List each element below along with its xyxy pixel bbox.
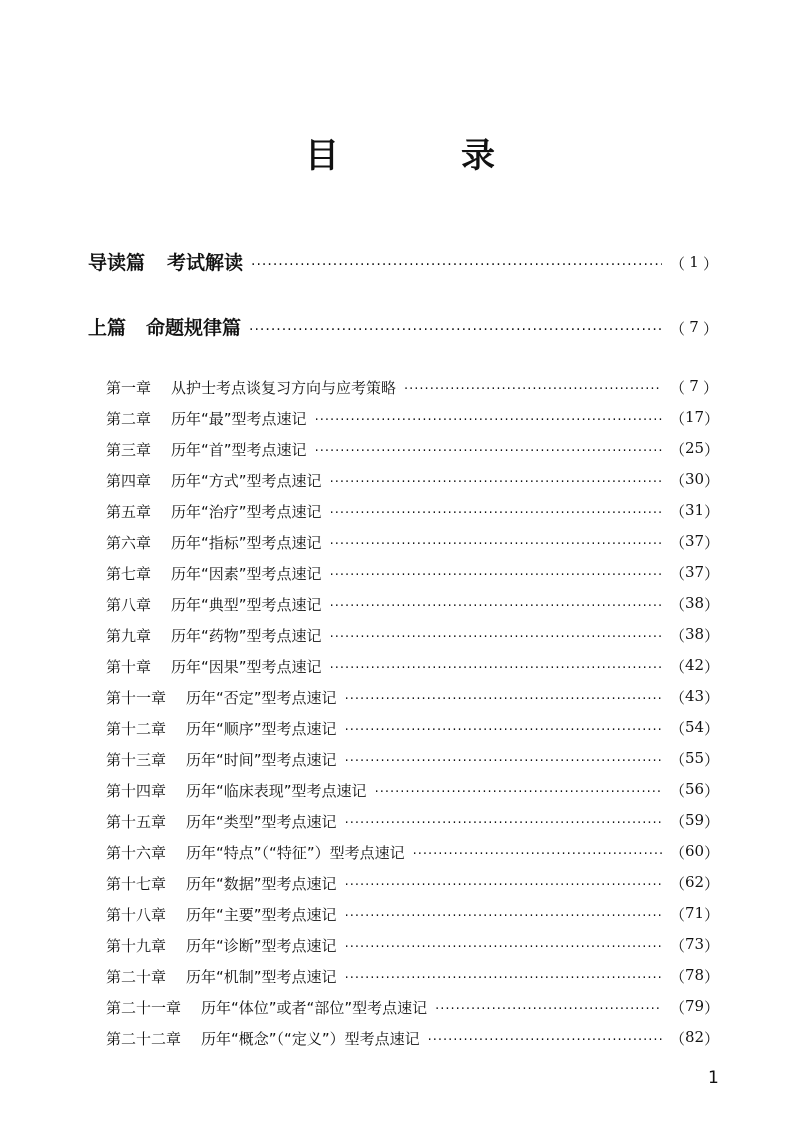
dot-leader <box>345 878 662 893</box>
paren-open: （ <box>670 379 686 397</box>
paren-close: ） <box>702 255 718 273</box>
chapter-number: 第十二章 <box>106 720 167 738</box>
paren-close: ） <box>704 441 720 459</box>
chapter-title: 从护士考点谈复习方向与应考策略 <box>171 379 397 397</box>
dot-leader <box>345 723 662 738</box>
chapter-number: 第十三章 <box>106 751 167 769</box>
page-ref <box>670 594 718 615</box>
chapter-number: 第五章 <box>106 503 152 521</box>
page-ref-number: 82 <box>685 1028 705 1046</box>
toc-chapter-entry[interactable] <box>106 563 718 584</box>
paren-open: （ <box>670 565 686 583</box>
dot-leader <box>330 537 662 552</box>
toc-chapter-entry[interactable] <box>106 997 718 1018</box>
paren-open: （ <box>670 689 686 707</box>
chapter-number: 第十六章 <box>106 844 167 862</box>
dot-leader <box>345 971 662 986</box>
toc-part-entry[interactable] <box>88 313 718 340</box>
toc-chapter-entry[interactable] <box>106 532 718 553</box>
paren-open: （ <box>670 255 686 273</box>
paren-open: （ <box>670 844 686 862</box>
dot-leader <box>330 661 662 676</box>
page-ref <box>670 842 718 863</box>
chapter-number: 第十九章 <box>106 937 167 955</box>
page-ref-number: 55 <box>685 749 705 767</box>
page-ref-number: 37 <box>685 563 705 581</box>
paren-close: ） <box>704 1030 720 1048</box>
page-ref-number: 43 <box>685 687 705 705</box>
page-ref-number: 1 <box>689 253 699 271</box>
page-ref <box>670 377 718 398</box>
chapter-title: 历年“时间”型考点速记 <box>186 751 337 769</box>
chapter-number: 第一章 <box>106 379 152 397</box>
paren-open: （ <box>670 937 686 955</box>
chapter-number: 第十章 <box>106 658 152 676</box>
paren-close: ） <box>704 658 720 676</box>
chapter-number: 第六章 <box>106 534 152 552</box>
page-ref <box>670 1028 718 1049</box>
dot-leader <box>345 940 662 955</box>
dot-leader <box>345 754 662 769</box>
toc-chapter-entry[interactable] <box>106 904 718 925</box>
chapter-title: 历年“体位”或者“部位”型考点速记 <box>201 999 428 1017</box>
page-ref-number: 7 <box>689 318 699 336</box>
dot-leader <box>315 444 662 459</box>
chapter-title: 历年“顺序”型考点速记 <box>186 720 337 738</box>
paren-open: （ <box>670 441 686 459</box>
page-number: 1 <box>708 1068 719 1088</box>
toc-chapter-entry[interactable] <box>106 439 718 460</box>
toc-chapter-entry[interactable] <box>106 842 718 863</box>
paren-close: ） <box>704 720 720 738</box>
chapter-title: 历年“机制”型考点速记 <box>186 968 337 986</box>
chapter-number: 第九章 <box>106 627 152 645</box>
paren-close: ） <box>704 906 720 924</box>
toc-chapter-entry[interactable] <box>106 780 718 801</box>
paren-close: ） <box>704 596 720 614</box>
paren-close: ） <box>704 937 720 955</box>
paren-close: ） <box>704 968 720 986</box>
dot-leader <box>345 816 662 831</box>
page-ref-number: 62 <box>685 873 705 891</box>
page-ref-number: 38 <box>685 594 705 612</box>
chapter-number: 第十八章 <box>106 906 167 924</box>
chapter-title: 历年“临床表现”型考点速记 <box>186 782 367 800</box>
toc-chapter-entry[interactable] <box>106 408 718 429</box>
page-ref <box>670 780 718 801</box>
chapter-title: 历年“典型”型考点速记 <box>171 596 322 614</box>
toc-chapter-entry[interactable] <box>106 749 718 770</box>
page-ref <box>670 656 718 677</box>
chapter-title: 历年“治疗”型考点速记 <box>171 503 322 521</box>
paren-close: ） <box>704 689 720 707</box>
paren-close: ） <box>704 844 720 862</box>
toc-chapter-entry[interactable] <box>106 501 718 522</box>
part-name: 命题规律篇 <box>146 317 242 339</box>
toc-chapter-entry[interactable] <box>106 966 718 987</box>
paren-close: ） <box>704 503 720 521</box>
dot-leader <box>413 847 662 862</box>
dot-leader <box>249 322 662 338</box>
toc-chapter-entry[interactable] <box>106 470 718 491</box>
toc-chapter-entry[interactable] <box>106 1028 718 1049</box>
chapter-title: 历年“因素”型考点速记 <box>171 565 322 583</box>
page-ref-number: 59 <box>685 811 705 829</box>
chapter-number: 第三章 <box>106 441 152 459</box>
paren-open: （ <box>670 627 686 645</box>
paren-open: （ <box>670 720 686 738</box>
dot-leader <box>251 257 662 273</box>
page-ref-number: 73 <box>685 935 705 953</box>
paren-open: （ <box>670 1030 686 1048</box>
page-ref <box>670 749 718 770</box>
page-ref <box>670 253 718 274</box>
page-ref <box>670 904 718 925</box>
chapter-number: 第十五章 <box>106 813 167 831</box>
dot-leader <box>330 599 662 614</box>
chapter-number: 第四章 <box>106 472 152 490</box>
paren-open: （ <box>670 782 686 800</box>
chapter-title: 历年“数据”型考点速记 <box>186 875 337 893</box>
page-title: 目 录 <box>305 136 539 176</box>
page-ref-number: 79 <box>685 997 705 1015</box>
page-ref <box>670 811 718 832</box>
chapter-number: 第二章 <box>106 410 152 428</box>
paren-close: ） <box>704 999 720 1017</box>
chapter-title: 历年“主要”型考点速记 <box>186 906 337 924</box>
paren-open: （ <box>670 658 686 676</box>
page-ref <box>670 563 718 584</box>
paren-open: （ <box>670 472 686 490</box>
chapter-title: 历年“诊断”型考点速记 <box>186 937 337 955</box>
part-prefix: 上篇 <box>88 317 127 339</box>
chapter-number: 第二十章 <box>106 968 167 986</box>
paren-open: （ <box>670 906 686 924</box>
paren-close: ） <box>704 875 720 893</box>
chapter-title: 历年“指标”型考点速记 <box>171 534 322 552</box>
page-ref <box>670 408 718 429</box>
chapter-number: 第七章 <box>106 565 152 583</box>
dot-leader <box>330 568 662 583</box>
chapter-title: 历年“药物”型考点速记 <box>171 627 322 645</box>
paren-open: （ <box>670 503 686 521</box>
toc-chapter-entry[interactable] <box>106 377 718 398</box>
toc-chapter-entry[interactable] <box>106 935 718 956</box>
paren-close: ） <box>704 813 720 831</box>
chapter-title: 历年“否定”型考点速记 <box>186 689 337 707</box>
chapter-title: 历年“概念”（“定义”）型考点速记 <box>201 1030 420 1048</box>
page-ref-number: 37 <box>685 532 705 550</box>
paren-close: ） <box>704 627 720 645</box>
part-prefix: 导读篇 <box>88 252 146 274</box>
chapter-title: 历年“特点”（“特征”）型考点速记 <box>186 844 405 862</box>
chapter-number: 第十七章 <box>106 875 167 893</box>
toc-chapter-entry[interactable] <box>106 656 718 677</box>
paren-open: （ <box>670 596 686 614</box>
page-ref-number: 42 <box>685 656 705 674</box>
chapter-title: 历年“首”型考点速记 <box>171 441 307 459</box>
page-ref-number: 17 <box>685 408 705 426</box>
dot-leader <box>315 413 662 428</box>
toc-chapter-entry[interactable] <box>106 811 718 832</box>
paren-open: （ <box>670 410 686 428</box>
dot-leader <box>345 909 662 924</box>
page-ref <box>670 625 718 646</box>
dot-leader <box>428 1033 662 1048</box>
chapter-number: 第二十一章 <box>106 999 182 1017</box>
paren-open: （ <box>670 320 686 338</box>
paren-close: ） <box>704 472 720 490</box>
paren-close: ） <box>702 379 718 397</box>
paren-close: ） <box>702 320 718 338</box>
page-ref <box>670 966 718 987</box>
paren-open: （ <box>670 875 686 893</box>
page-ref-number: 60 <box>685 842 705 860</box>
page-ref <box>670 439 718 460</box>
page-ref-number: 71 <box>685 904 705 922</box>
paren-open: （ <box>670 534 686 552</box>
paren-close: ） <box>704 751 720 769</box>
dot-leader <box>435 1002 662 1017</box>
toc-chapter-entry[interactable] <box>106 594 718 615</box>
page-ref <box>670 873 718 894</box>
page-ref-number: 54 <box>685 718 705 736</box>
dot-leader <box>330 506 662 521</box>
page-ref <box>670 935 718 956</box>
dot-leader <box>345 692 662 707</box>
chapter-number: 第二十二章 <box>106 1030 182 1048</box>
page-ref <box>670 718 718 739</box>
page-ref <box>670 318 718 339</box>
dot-leader <box>404 382 662 397</box>
dot-leader <box>330 475 662 490</box>
page-ref <box>670 997 718 1018</box>
toc-chapter-entry[interactable] <box>106 625 718 646</box>
toc-chapter-entry[interactable] <box>106 718 718 739</box>
page-ref-number: 7 <box>689 377 699 395</box>
paren-open: （ <box>670 968 686 986</box>
page-ref-number: 38 <box>685 625 705 643</box>
chapter-title: 历年“类型”型考点速记 <box>186 813 337 831</box>
chapter-title: 历年“因果”型考点速记 <box>171 658 322 676</box>
paren-open: （ <box>670 813 686 831</box>
chapter-title: 历年“方式”型考点速记 <box>171 472 322 490</box>
paren-close: ） <box>704 534 720 552</box>
page-ref-number: 25 <box>685 439 705 457</box>
toc-part-entry[interactable] <box>88 248 718 275</box>
page-ref <box>670 687 718 708</box>
page-ref <box>670 532 718 553</box>
page-ref <box>670 501 718 522</box>
toc-chapter-entry[interactable] <box>106 687 718 708</box>
dot-leader <box>375 785 662 800</box>
toc-chapter-entry[interactable] <box>106 873 718 894</box>
page-ref-number: 30 <box>685 470 705 488</box>
chapter-title: 历年“最”型考点速记 <box>171 410 307 428</box>
paren-close: ） <box>704 565 720 583</box>
dot-leader <box>330 630 662 645</box>
chapter-number: 第十一章 <box>106 689 167 707</box>
paren-open: （ <box>670 999 686 1017</box>
chapter-number: 第十四章 <box>106 782 167 800</box>
page-ref-number: 78 <box>685 966 705 984</box>
page-ref <box>670 470 718 491</box>
paren-close: ） <box>704 782 720 800</box>
paren-close: ） <box>704 410 720 428</box>
page-ref-number: 31 <box>685 501 705 519</box>
page-ref-number: 56 <box>685 780 705 798</box>
paren-open: （ <box>670 751 686 769</box>
part-name: 考试解读 <box>167 252 244 274</box>
chapter-number: 第八章 <box>106 596 152 614</box>
